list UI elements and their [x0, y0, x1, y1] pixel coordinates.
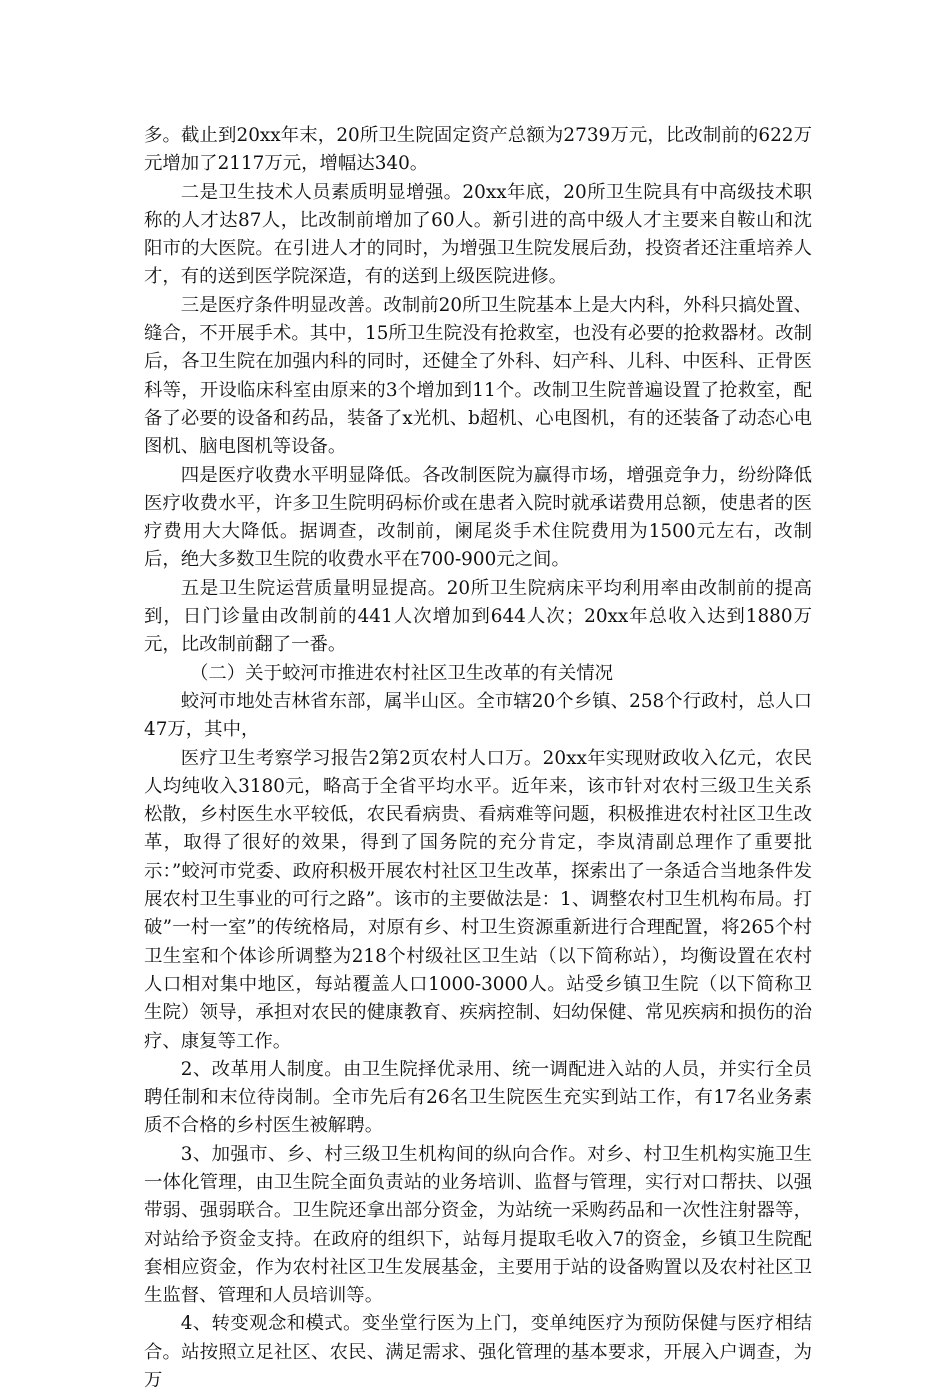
paragraph-medical-conditions: 三是医疗条件明显改善。改制前20所卫生院基本上是大内科，外科只搞处置、缝合，不开展手术。其中，15所卫生院没有抢救室，也没有必要的抢救器材。改制后，各卫生院在加强内科的同时，还健全了外科、妇产科、儿科、中医科、正骨医科等，开设临床科室由原来的3个增加到11个。改制卫生院普遍设置了抢救室，配备了必要的设备和药品，装备了x光机、b超机、心电图机，有的还装备了动态心电图机、脑电图机等设备。	[144, 294, 812, 458]
paragraph-staff-quality: 二是卫生技术人员素质明显增强。20xx年底，20所卫生院具有中高级技术职称的人才达87人，比改制前增加了60人。新引进的高中级人才主要来自鞍山和沈阳市的大医院。在引进人才的同时，为增强卫生院发展后劲，投资者还注重培养人才，有的送到医学院深造，有的送到上级医院进修。	[144, 181, 812, 288]
paragraph-cooperation: 3、加强市、乡、村三级卫生机构间的纵向合作。对乡、村卫生机构实施卫生一体化管理，由卫生院全面负责站的业务培训、监督与管理，实行对口帮扶、以强带弱、强弱联合。卫生院还拿出部分资金，为站统一采购药品和一次性注射器等，对站给予资金支持。在政府的组织下，站每月提取毛收入7的资金，乡镇卫生院配套相应资金，作为农村社区卫生发展基金，主要用于站的设备购置以及农村社区卫生监督、管理和人员培训等。	[144, 1143, 812, 1307]
paragraph-staffing-reform: 2、改革用人制度。由卫生院择优录用、统一调配进入站的人员，并实行全员聘任制和末位待岗制。全市先后有26名卫生院医生充实到站工作，有17名业务素质不合格的乡村医生被解聘。	[144, 1058, 812, 1137]
paragraph-medical-fees: 四是医疗收费水平明显降低。各改制医院为赢得市场，增强竞争力，纷纷降低医疗收费水平，许多卫生院明码标价或在患者入院时就承诺费用总额，使患者的医疗费用大大降低。据调查，改制前，阑尾炎手术住院费用为1500元左右，改制后，绝大多数卫生院的收费水平在700-900元之间。	[144, 464, 812, 571]
paragraph-operation-quality: 五是卫生院运营质量明显提高。20所卫生院病床平均利用率由改制前的提高到，日门诊量由改制前的441人次增加到644人次；20xx年总收入达到1880万元，比改制前翻了一番。	[144, 577, 812, 656]
paragraph-model-change: 4、转变观念和模式。变坐堂行医为上门，变单纯医疗为预防保健与医疗相结合。站按照立足社区、农民、满足需求、强化管理的基本要求，开展入户调查，为万	[144, 1313, 812, 1392]
paragraph-continuation: 多。截止到20xx年末，20所卫生院固定资产总额为2739万元，比改制前的622万元增加了2117万元，增幅达340。	[144, 125, 812, 175]
section-heading: （二）关于蛟河市推进农村社区卫生改革的有关情况	[190, 662, 613, 684]
paragraph-jiaohe-overview: 蛟河市地处吉林省东部，属半山区。全市辖20个乡镇、258个行政村，总人口47万，其中，	[144, 690, 812, 741]
paragraph-jiaohe-reform: 医疗卫生考察学习报告2第2页农村人口万。20xx年实现财政收入亿元，农民人均纯收入3180元，略高于全省平均水平。近年来，该市针对农村三级卫生关系松散，乡村医生水平较低，农民看病贵、看病难等问题，积极推进农村社区卫生改革，取得了很好的效果，得到了国务院的充分肯定，李岚清副总理作了重要批示：”蛟河市党委、政府积极开展农村社区卫生改革，探索出了一条适合当地条件发展农村卫生事业的可行之路”。该市的主要做法是：1、调整农村卫生机构布局。打破”一村一室”的传统格局，对原有乡、村卫生资源重新进行合理配置，将265个村卫生室和个体诊所调整为218个村级社区卫生站（以下简称站），均衡设置在农村人口相对集中地区，每站覆盖人口1000-3000人。站受乡镇卫生院（以下简称卫生院）领导，承担对农民的健康教育、疾病控制、妇幼保健、常见疾病和损伤的治疗、康复等工作。	[144, 747, 812, 1052]
document-body	[144, 122, 812, 1395]
